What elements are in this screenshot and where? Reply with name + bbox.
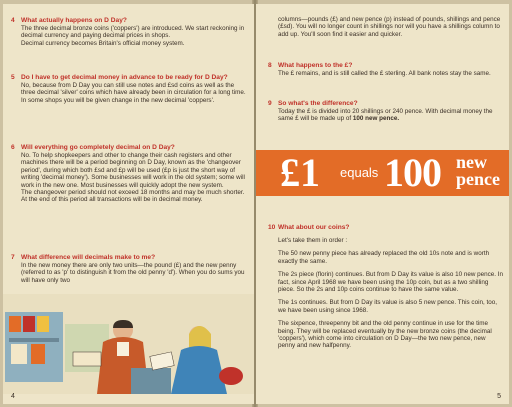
bold-text: 100 new pence. (352, 115, 400, 123)
section-4 (11, 17, 249, 47)
section-text: The 1s continues. But from D Day its value is also 5 new pence. This coin, too, we have been using since 1968. (278, 299, 497, 314)
banner-hundred: 100 (384, 150, 441, 195)
section-text: The changeover period should not exceed 18 months and may be much shorter. At the end of this period all transactions will be in decimal money. (21, 189, 245, 204)
section-6 (11, 144, 249, 204)
section-number: 8 (268, 62, 272, 69)
section-number: 9 (268, 100, 272, 107)
section-text: columns—pounds (£) and new pence (p) instead of pounds, shillings and pence (£sd). You will no longer count in shillings nor will you have a shillings column to add up. You'll soon find it easier and quicker. (278, 16, 501, 38)
section-text: The 50 new penny piece has already replaced the old 10s note and is worth exactly the same. (278, 250, 490, 265)
section-9 (268, 100, 504, 123)
banner-new: new (456, 152, 487, 172)
section-text: The three decimal bronze coins ('coppers') are introduced. We start reckoning in decimal currency and paying decimal prices in shops. (21, 25, 245, 40)
section-heading: What difference will decimals make to me? (21, 254, 156, 261)
handbag (219, 367, 243, 385)
page-number: 4 (11, 393, 15, 400)
banner-pound: £1 (280, 150, 320, 195)
section-text: In the new money there are only two units—the pound (£) and the new penny (referred to as 'p' to distinguish it from the old penny 'd'). When you do sums you will have only two (21, 262, 245, 284)
section-text: The sixpence, threepenny bit and the old penny continue in use for the time being. They will be replaced eventually by the new bronze coins (the decimal 'coppers'), which come into circulation on D Day—the two new pence, new penny and new halfpenny. (278, 320, 492, 350)
section-number: 5 (11, 74, 15, 81)
section-number: 7 (11, 254, 15, 261)
section-text (278, 108, 504, 123)
banner-equals: equals (340, 165, 379, 180)
section-5 (11, 74, 249, 104)
section-heading: What happens to the £? (278, 62, 353, 69)
section-number: 10 (268, 224, 276, 231)
section-text: Let's take them in order : (278, 237, 348, 244)
shop-counter (131, 368, 171, 394)
section-7 (11, 254, 249, 284)
section-heading: Do I have to get decimal money in advance to be ready for D Day? (21, 74, 228, 81)
section-text: The 2s piece (florin) continues. But from D Day its value is also 10 new pence. In fact, since April 1968 we have been using the 10p coin, but as a two shilling piece. So the 2s and 10p coins continue to have the same value. (278, 271, 504, 294)
section-heading: What about our coins? (278, 224, 350, 231)
section-number: 4 (11, 17, 15, 24)
section-text: Decimal currency becomes Britain's official money system. (21, 39, 185, 47)
section-text: No. To help shopkeepers and other to change their cash registers and other machines there will be a period beginning on D Day, known as the 'changeover period', during which both £sd and £p will be used (£p is just the short way of writing 'decimal money'). Some businesses will work in the old system; some will work in the new one. Most businesses will quickly adopt the new system. (21, 152, 245, 189)
section-10 (268, 224, 504, 350)
section-heading: So what's the difference? (278, 100, 358, 107)
right-page (256, 4, 509, 404)
shop-illustration (3, 294, 254, 394)
banner-new-pence (456, 154, 500, 188)
banner-pence: pence (456, 169, 500, 189)
section-heading: Will everything go completely decimal on D Day? (21, 144, 175, 151)
section-text: The £ remains, and is still called the £ sterling. All bank notes stay the same. (278, 70, 491, 77)
section-heading: What actually happens on D Day? (21, 17, 127, 24)
page-number: 5 (497, 393, 501, 400)
section-text-part: Today the £ is divided into 20 shillings or 240 pence. With decimal money the same £ will be made up of (278, 108, 493, 123)
section-8 (268, 62, 504, 77)
section-number: 6 (11, 144, 15, 151)
pound-equals-banner (256, 150, 509, 196)
section-text: No, because from D Day you can still use notes and £sd coins as well as the three decimal 'silver' coins which have already been in circulation for a long time. In some shops you will be given change in the new decimal 'coppers'. (21, 82, 246, 104)
continued-text (278, 16, 504, 38)
left-page (3, 4, 254, 404)
